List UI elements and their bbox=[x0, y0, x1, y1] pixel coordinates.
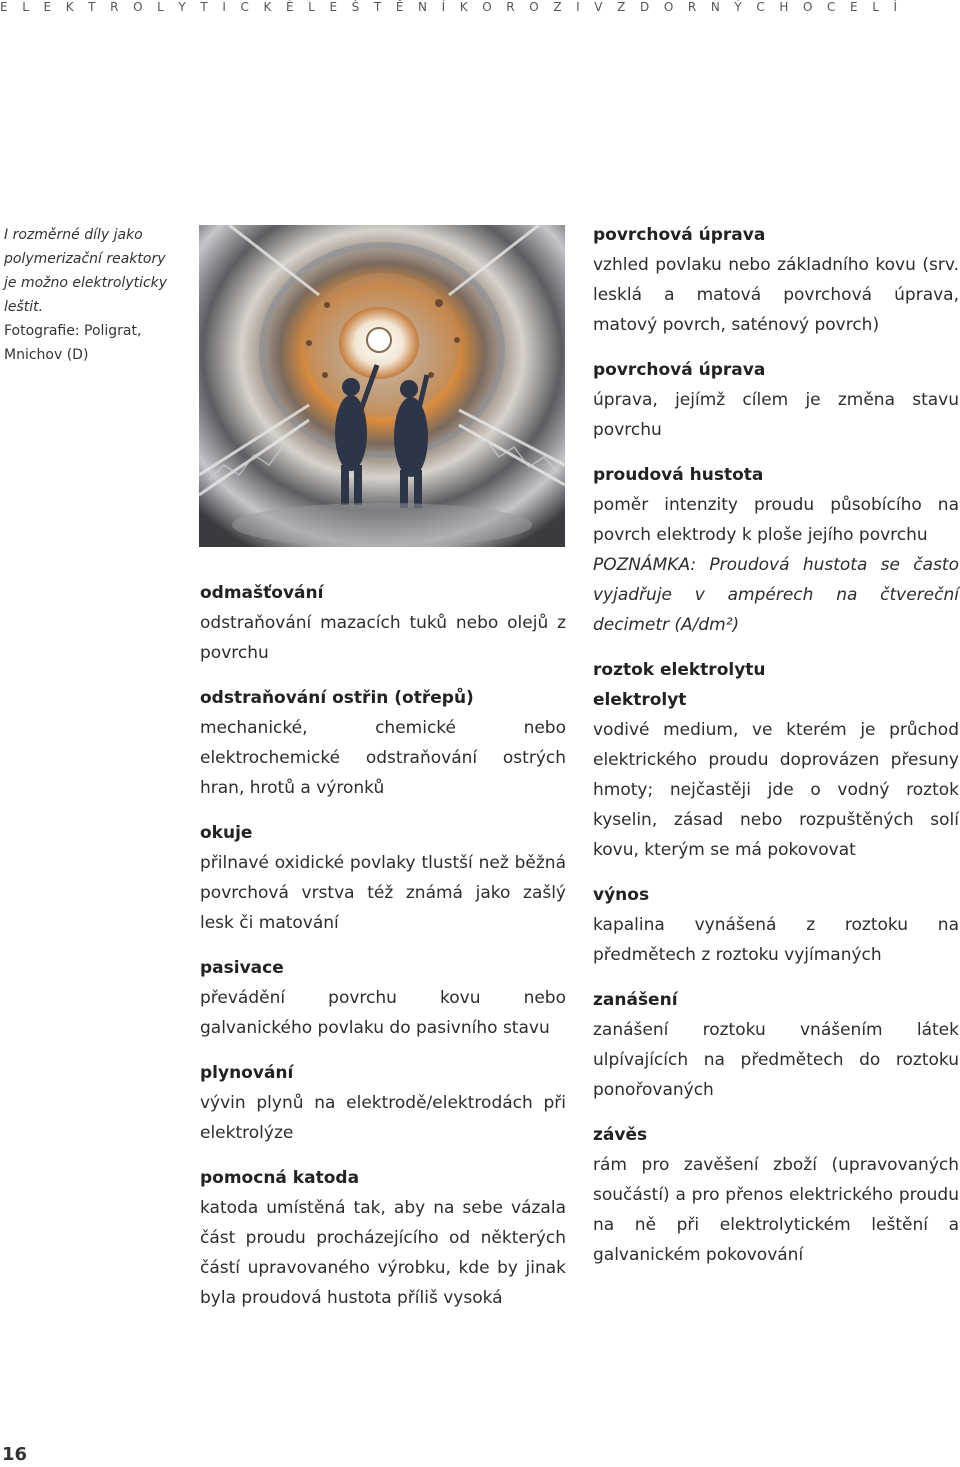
reactor-photo bbox=[199, 225, 565, 547]
glossary-entry bbox=[593, 220, 959, 340]
glossary-entry bbox=[593, 880, 959, 970]
glossary-column-right bbox=[593, 220, 959, 1285]
glossary-entry bbox=[200, 683, 566, 803]
glossary-definition: katoda umístěná tak, aby na sebe vázala část proudu procházejícího od některých částí upravovaného výrobku, kde by jinak byla proudová hustota příliš vysoká bbox=[200, 1198, 566, 1308]
glossary-term: okuje bbox=[200, 823, 253, 843]
glossary-term: roztok elektrolytu elektrolyt bbox=[593, 660, 766, 710]
glossary-entry bbox=[593, 355, 959, 445]
glossary-definition: úprava, jejímž cílem je změna stavu povrchu bbox=[593, 390, 959, 440]
glossary-term: proudová hustota bbox=[593, 465, 764, 485]
glossary-entry bbox=[200, 953, 566, 1043]
glossary-entry bbox=[200, 1163, 566, 1313]
glossary-column-middle bbox=[200, 578, 566, 1328]
glossary-definition: vývin plynů na elektrodě/elektrodách při elektrolýze bbox=[200, 1093, 566, 1143]
glossary-entry bbox=[593, 460, 959, 640]
glossary-definition: poměr intenzity proudu působícího na povrch elektrody k ploše jejího povrchu bbox=[593, 495, 959, 545]
glossary-definition: vzhled povlaku nebo základního kovu (srv. lesklá a matová povrchová úprava, matový povrch, saténový povrch) bbox=[593, 255, 959, 335]
glossary-entry bbox=[200, 1058, 566, 1148]
glossary-term: výnos bbox=[593, 885, 650, 905]
glossary-term: zanášení bbox=[593, 990, 678, 1010]
glossary-term: plynování bbox=[200, 1063, 294, 1083]
glossary-definition: odstraňování mazacích tuků nebo olejů z povrchu bbox=[200, 613, 566, 663]
glossary-term: pasivace bbox=[200, 958, 284, 978]
glossary-definition: kapalina vynášená z roztoku na předmětech z roztoku vyjímaných bbox=[593, 915, 959, 965]
glossary-entry bbox=[200, 578, 566, 668]
figure-caption bbox=[4, 223, 174, 367]
glossary-note: POZNÁMKA: Proudová hustota se často vyjadřuje v ampérech na čtvereční decimetr (A/dm²) bbox=[593, 555, 959, 635]
photo-credit: Fotografie: Poligrat, Mnichov (D) bbox=[4, 323, 142, 363]
glossary-entry bbox=[593, 655, 959, 865]
glossary-definition: mechanické, chemické nebo elektrochemické odstraňování ostrých hran, hrotů a výronků bbox=[200, 718, 566, 798]
glossary-entry bbox=[200, 818, 566, 938]
glossary-term: povrchová úprava bbox=[593, 360, 766, 380]
running-header: E L E K T R O L Y T I C K É L E Š T Ě N Í K O R O Z I V Z D O R N Ý C H O C E L Í bbox=[0, 0, 903, 14]
glossary-definition: rám pro zavěšení zboží (upravovaných součástí) a pro přenos elektrického proudu na ně při elektrolytickém leštění a galvanickém pokovování bbox=[593, 1155, 959, 1265]
caption-text: I rozměrné díly jako polymerizační reaktory je možno elektrolyticky leštit. bbox=[4, 227, 168, 315]
glossary-definition: zanášení roztoku vnášením látek ulpívajících na předmětech do roztoku ponořovaných bbox=[593, 1020, 959, 1100]
page-number: 16 bbox=[2, 1444, 28, 1465]
glossary-definition: převádění povrchu kovu nebo galvanického povlaku do pasivního stavu bbox=[200, 988, 566, 1038]
glossary-term: závěs bbox=[593, 1125, 648, 1145]
glossary-definition: vodivé medium, ve kterém je průchod elektrického proudu doprovázen přesuny hmoty; nejčastěji jde o vodný roztok kyselin, zásad nebo rozpuštěných solí kovu, kterým se má pokovovat bbox=[593, 720, 959, 860]
glossary-entry bbox=[593, 985, 959, 1105]
glossary-term: odstraňování ostřin (otřepů) bbox=[200, 688, 474, 708]
glossary-term: odmašťování bbox=[200, 583, 324, 603]
glossary-entry bbox=[593, 1120, 959, 1270]
glossary-definition: přilnavé oxidické povlaky tlustší než běžná povrchová vrstva též známá jako zašlý lesk či matování bbox=[200, 853, 566, 933]
reactor-photo-illustration bbox=[199, 225, 565, 547]
glossary-term: pomocná katoda bbox=[200, 1168, 360, 1188]
glossary-term: povrchová úprava bbox=[593, 225, 766, 245]
